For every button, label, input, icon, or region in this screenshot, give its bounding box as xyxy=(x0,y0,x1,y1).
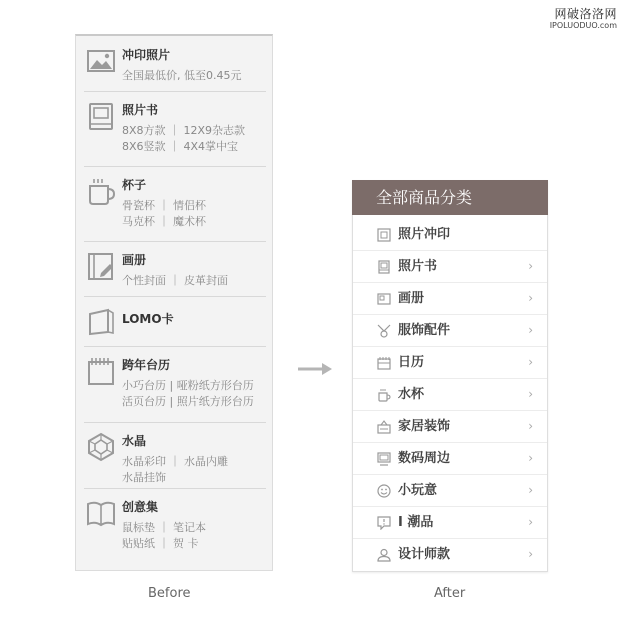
before-item-line: 水晶彩印 ｜ 水晶内雕 xyxy=(122,455,228,468)
before-item-line: 骨瓷杯 ｜ 情侣杯 xyxy=(122,199,206,212)
before-item-crystal[interactable] xyxy=(84,422,266,489)
chevron-right-icon: › xyxy=(528,291,533,305)
before-panel xyxy=(75,34,273,571)
category-item-album[interactable] xyxy=(353,283,547,315)
category-label: 服饰配件 xyxy=(398,323,451,338)
category-item-gadgets[interactable] xyxy=(353,475,547,507)
category-item-accessories[interactable] xyxy=(353,315,547,347)
before-item-line: 水晶挂饰 xyxy=(122,471,166,484)
category-label: I 潮品 xyxy=(398,515,434,530)
before-item-calendar[interactable] xyxy=(84,346,266,423)
before-item-mug[interactable] xyxy=(84,166,266,242)
before-item-line: 8X8方款 ｜ 12X9杂志款 xyxy=(122,124,246,137)
category-item-photo-book[interactable] xyxy=(353,251,547,283)
before-item-line: 活页台历 | 照片纸方形台历 xyxy=(122,395,254,408)
category-item-photo-print[interactable] xyxy=(353,219,547,251)
before-item-photo-book[interactable] xyxy=(84,91,266,167)
chevron-right-icon: › xyxy=(528,323,533,337)
before-item-title: 画册 xyxy=(122,253,147,267)
chevron-right-icon: › xyxy=(528,419,533,433)
before-item-title: 创意集 xyxy=(122,500,159,514)
category-label: 日历 xyxy=(398,355,425,370)
category-item-digital[interactable] xyxy=(353,443,547,475)
photo-icon xyxy=(86,46,116,76)
before-item-line: 贴贴纸 ｜ 贺 卡 xyxy=(122,537,199,550)
category-header: 全部商品分类 xyxy=(352,180,548,215)
photo-book-icon xyxy=(377,260,391,274)
category-label: 照片书 xyxy=(398,259,438,274)
category-item-designer[interactable] xyxy=(353,539,547,571)
watermark-name: 网破洛洛网 xyxy=(554,7,617,21)
category-label: 家居装饰 xyxy=(398,419,451,434)
calendar-icon xyxy=(86,356,116,386)
category-label: 小玩意 xyxy=(398,483,438,498)
creative-book-icon xyxy=(86,498,116,528)
before-item-lomo[interactable] xyxy=(84,296,266,347)
before-item-title: 冲印照片 xyxy=(122,48,171,62)
accessory-icon xyxy=(377,324,391,338)
chevron-right-icon: › xyxy=(528,547,533,561)
smiley-icon xyxy=(377,484,391,498)
category-label: 照片冲印 xyxy=(398,227,451,242)
category-item-calendar[interactable] xyxy=(353,347,547,379)
after-panel xyxy=(352,180,548,572)
category-item-home-decor[interactable] xyxy=(353,411,547,443)
photo-book-icon xyxy=(86,101,116,131)
lomo-card-icon xyxy=(86,306,116,336)
category-label: 水杯 xyxy=(398,387,425,402)
mug-icon xyxy=(86,176,116,206)
before-item-album[interactable] xyxy=(84,241,266,297)
crystal-icon xyxy=(86,432,116,462)
home-decor-icon xyxy=(377,420,391,434)
before-item-line: 小巧台历 | 哑粉纸方形台历 xyxy=(122,379,254,392)
before-item-title: 杯子 xyxy=(122,178,147,192)
before-item-line: 个性封面 ｜ 皮革封面 xyxy=(122,274,228,287)
cup-icon xyxy=(377,388,391,402)
category-label: 设计师款 xyxy=(398,547,451,562)
chevron-right-icon: › xyxy=(528,483,533,497)
before-item-line: 鼠标垫 ｜ 笔记本 xyxy=(122,521,206,534)
chevron-right-icon: › xyxy=(528,387,533,401)
album-icon xyxy=(377,292,391,306)
watermark-url: IPOLUODUO.com xyxy=(549,21,617,30)
watermark xyxy=(550,8,617,30)
photo-print-icon xyxy=(377,228,391,242)
before-item-title: LOMO卡 xyxy=(122,312,174,326)
before-item-title: 照片书 xyxy=(122,103,159,117)
calendar-icon xyxy=(377,356,391,370)
before-item-title: 水晶 xyxy=(122,434,147,448)
before-item-line: 马克杯 ｜ 魔术杯 xyxy=(122,215,206,228)
before-item-creative[interactable] xyxy=(84,488,266,568)
digital-icon xyxy=(377,452,391,466)
chevron-right-icon: › xyxy=(528,515,533,529)
category-item-trend[interactable] xyxy=(353,507,547,539)
category-label: 数码周边 xyxy=(398,451,451,466)
after-caption: After xyxy=(434,586,466,601)
designer-icon xyxy=(377,548,391,562)
before-item-title: 跨年台历 xyxy=(122,358,171,372)
trend-icon xyxy=(377,516,391,530)
chevron-right-icon: › xyxy=(528,451,533,465)
before-caption: Before xyxy=(148,586,191,601)
before-item-line: 全国最低价, 低至0.45元 xyxy=(122,69,242,82)
chevron-right-icon: › xyxy=(528,355,533,369)
category-item-cup[interactable] xyxy=(353,379,547,411)
before-item-photo-print[interactable] xyxy=(84,36,266,92)
chevron-right-icon: › xyxy=(528,259,533,273)
album-icon xyxy=(86,251,116,281)
arrow-right-icon xyxy=(298,360,332,372)
before-item-line: 8X6竖款 ｜ 4X4掌中宝 xyxy=(122,140,239,153)
category-label: 画册 xyxy=(398,291,425,306)
